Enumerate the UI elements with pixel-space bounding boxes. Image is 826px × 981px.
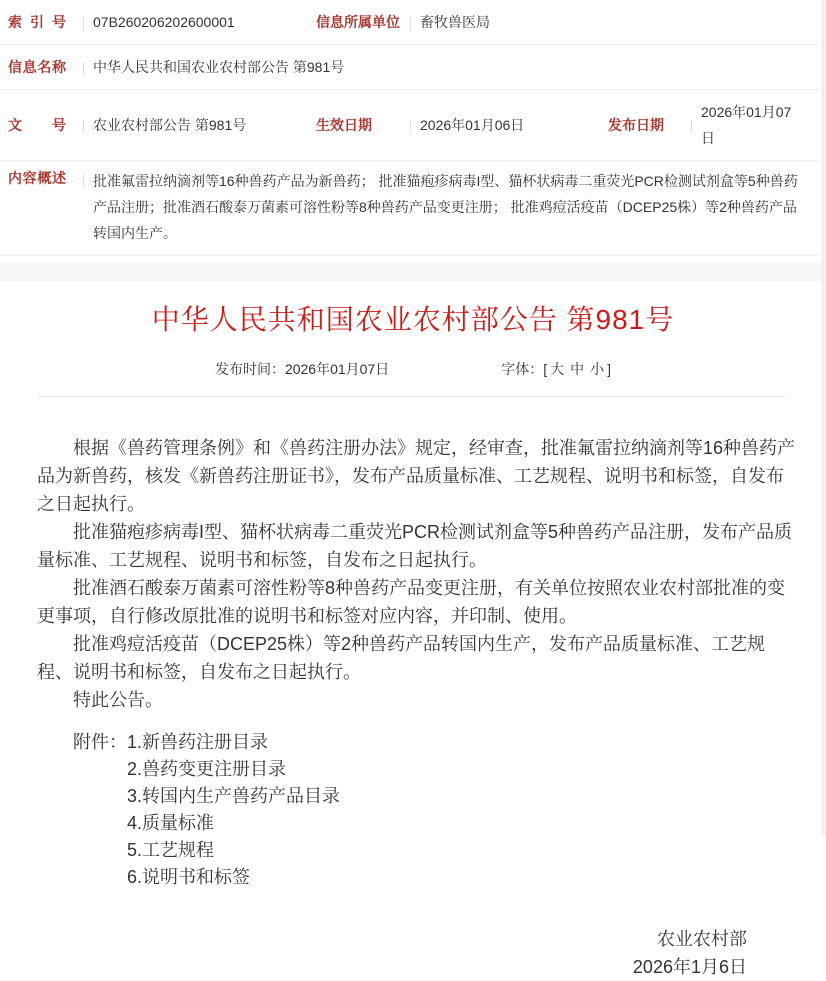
font-size-small-link[interactable]: 小	[590, 361, 605, 377]
index-number-label-cell	[0, 12, 83, 32]
bracket-close: ]	[607, 361, 612, 377]
publish-time	[215, 359, 389, 379]
owner-unit-label: 信息所属单位	[316, 14, 400, 30]
index-number-label: 索引号	[8, 14, 66, 30]
paragraph: 批准鸡痘活疫苗（DCEP25株）等2种兽药产品转国内生产，发布产品质量标准、工艺规程、说明书和标签，自发布之日起执行。	[37, 634, 766, 682]
publish-info-row	[0, 359, 826, 379]
bracket-open: [	[543, 361, 548, 377]
article	[0, 281, 826, 981]
summary-label: 内容概述	[8, 170, 66, 186]
attachments-label: 附件：	[73, 732, 127, 752]
info-name-label-cell	[0, 57, 83, 77]
attachment-item: 2.兽药变更注册目录	[127, 759, 287, 779]
owner-unit-value: 畜牧兽医局	[420, 14, 490, 30]
paragraph: 特此公告。	[73, 690, 163, 710]
attachment-item: 3.转国内生产兽药产品目录	[127, 786, 341, 806]
font-size-large-link[interactable]: 大	[550, 361, 565, 377]
scrollbar[interactable]	[822, 0, 826, 835]
summary-label-cell	[0, 168, 83, 188]
meta-row-docno	[0, 90, 820, 161]
info-name-value: 中华人民共和国农业农村部公告 第981号	[93, 59, 345, 75]
attachment-item: 6.说明书和标签	[127, 867, 251, 887]
publish-time-value: 2026年01月07日	[284, 361, 390, 377]
font-size-medium-link[interactable]: 中	[570, 361, 585, 377]
meta-row-index	[0, 0, 820, 45]
index-number-value: 07B260206202600001	[93, 14, 235, 30]
paragraph: 批准猫疱疹病毒I型、猫杯状病毒二重荧光PCR检测试剂盒等5种兽药产品注册，发布产品质量标准、工艺规程、说明书和标签，自发布之日起执行。	[37, 522, 793, 570]
paragraph: 批准酒石酸泰万菌素可溶性粉等8种兽药产品变更注册，有关单位按照农业农村部批准的变更事项，自行修改原批准的说明书和标签对应内容，并印制、使用。	[37, 578, 786, 626]
meta-row-name	[0, 45, 820, 90]
effective-date-label: 生效日期	[316, 117, 372, 133]
attachment-item: 4.质量标准	[127, 813, 215, 833]
owner-unit-label-cell	[316, 12, 410, 32]
attachments-list	[127, 729, 340, 891]
summary-value: 批准氟雷拉纳滴剂等16种兽药产品为新兽药； 批准猫疱疹病毒I型、猫杯状病毒二重荧光PCR检测试剂盒等5种兽药产品注册；批准酒石酸泰万菌素可溶性粉等8种兽药产品变更注册； 批准鸡痘活疫苗（DCEP25株）等2种兽药产品转国内生产。	[93, 173, 798, 241]
doc-number-label: 文号	[8, 117, 66, 133]
metadata-table	[0, 0, 820, 256]
font-label: 字体：	[501, 361, 544, 377]
effective-date-label-cell	[316, 115, 410, 135]
attachment-item: 5.工艺规程	[127, 840, 215, 860]
signature-org: 农业农村部	[657, 929, 747, 949]
publish-date-label-cell	[596, 115, 691, 135]
publish-time-label: 发布时间：	[214, 361, 285, 377]
signature-block	[37, 925, 800, 981]
page-title: 中华人民共和国农业农村部公告 第981号	[151, 304, 675, 335]
section-separator	[0, 262, 826, 281]
title-divider	[37, 396, 789, 397]
font-size-control	[501, 359, 611, 379]
doc-number-value: 农业农村部公告 第981号	[93, 117, 247, 133]
attachment-item: 1.新兽药注册目录	[127, 732, 269, 752]
paragraph: 根据《兽药管理条例》和《兽药注册办法》规定，经审查，批准氟雷拉纳滴剂等16种兽药产品为新兽药，核发《新兽药注册证书》，发布产品质量标准、工艺规程、说明书和标签，自发布之日起执行。	[37, 438, 796, 514]
document-body	[37, 434, 800, 981]
publish-date-value: 2026年01月07日	[701, 104, 792, 146]
doc-number-label-cell	[0, 115, 83, 135]
publish-date-label: 发布日期	[608, 117, 664, 133]
meta-row-summary	[0, 161, 820, 256]
effective-date-value: 2026年01月06日	[420, 117, 525, 133]
info-name-label: 信息名称	[8, 59, 66, 75]
signature-date: 2026年1月6日	[632, 957, 747, 977]
attachments-block	[37, 729, 800, 891]
